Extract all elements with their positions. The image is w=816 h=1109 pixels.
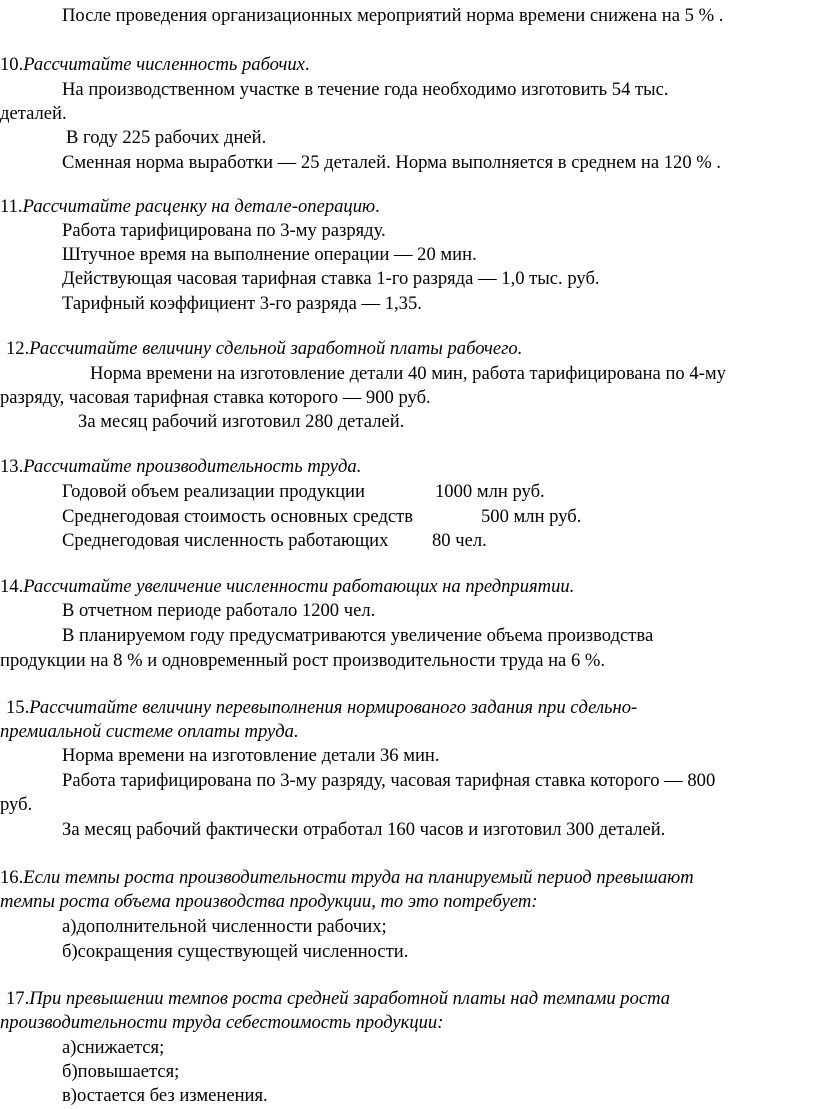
task-17-heading (6, 988, 670, 1010)
task-16-heading (0, 867, 694, 889)
task-12-line: За месяц рабочий изготовил 280 деталей. (78, 411, 405, 432)
task-16-option: б)сокращения существующей численности. (62, 941, 409, 962)
task-13-line: Годовой объем реализации продукции (62, 481, 365, 502)
task-13-value: 500 млн руб. (481, 506, 582, 527)
task-17-option: в)остается без изменения. (62, 1085, 268, 1106)
task-number: 15. (6, 697, 30, 718)
task-14-line: продукции на 8 % и одновременный рост производительности труда на 6 %. (0, 650, 606, 671)
task-13-value: 80 чел. (432, 530, 487, 551)
task-11-line: Действующая часовая тарифная ставка 1-го разряда — 1,0 тыс. руб. (62, 268, 600, 289)
task-13-line: Среднегодовая численность работающих (62, 530, 389, 551)
task-10-heading (0, 54, 310, 76)
task-title: При превышении темпов роста средней заработной платы над темпами роста (29, 988, 671, 1009)
task-15-line: руб. (0, 794, 33, 815)
task-title: Рассчитайте величину перевыполнения нормированого задания при сдельно- (29, 697, 638, 718)
task-title: Рассчитайте величину сдельной заработной платы рабочего. (29, 338, 523, 359)
task-10-line: деталей. (0, 103, 67, 124)
task-title: Рассчитайте увеличение численности работающих на предприятии. (23, 576, 575, 597)
task-16-title-line2: темпы роста объема производства продукции, то это потребует: (0, 891, 538, 912)
task-title: Рассчитайте численность рабочих (23, 54, 305, 75)
task-number: 11. (0, 196, 23, 217)
task-number: 16. (0, 867, 24, 888)
task-title: Если темпы роста производительности труда на планируемый период превышают (23, 867, 694, 888)
task-10-line: Сменная норма выработки — 25 деталей. Норма выполняется в среднем на 120 % . (62, 152, 722, 173)
task-11-line: Штучное время на выполнение операции — 20 мин. (62, 244, 477, 265)
task-15-line: Работа тарифицирована по 3-му разряду, часовая тарифная ставка которого — 800 (62, 770, 716, 791)
intro-line: После проведения организационных мероприятий норма времени снижена на 5 % . (62, 5, 724, 26)
task-13-line: Среднегодовая стоимость основных средств (62, 506, 414, 527)
task-16-option: а)дополнительной численности рабочих; (62, 916, 387, 937)
task-10-line: В году 225 рабочих дней. (66, 127, 267, 148)
task-title: Рассчитайте расценку на детале-операцию (22, 196, 376, 217)
task-number: 14. (0, 576, 24, 597)
task-number: 10. (0, 54, 24, 75)
task-11-heading (0, 196, 380, 218)
task-title-end: . (304, 54, 310, 75)
task-14-line: В планируемом году предусматриваются увеличение объема производства (62, 625, 654, 646)
task-number: 13. (0, 456, 24, 477)
task-14-line: В отчетном периоде работало 1200 чел. (62, 600, 376, 621)
task-number: 12. (6, 338, 30, 359)
task-12-line: Норма времени на изготовление детали 40 мин, работа тарифицирована по 4-му (90, 363, 726, 384)
task-15-line: Норма времени на изготовление детали 36 мин. (62, 745, 440, 766)
task-15-title-line2: премиальной системе оплаты труда. (0, 721, 299, 742)
task-12-heading (6, 338, 522, 360)
task-13-value: 1000 млн руб. (435, 481, 545, 502)
task-14-heading (0, 576, 574, 598)
task-title: Рассчитайте производительность труда. (23, 456, 362, 477)
task-13-heading (0, 456, 361, 478)
task-number: 17. (6, 988, 30, 1009)
task-11-line: Работа тарифицирована по 3-му разряду. (62, 220, 386, 241)
task-title-end: . (375, 196, 380, 217)
task-10-line: На производственном участке в течение года необходимо изготовить 54 тыс. (62, 79, 669, 100)
task-17-title-line2: производительности труда себестоимость продукции: (0, 1012, 444, 1033)
task-12-line: разряду, часовая тарифная ставка которого — 900 руб. (0, 387, 431, 408)
task-11-line: Тарифный коэффициент 3-го разряда — 1,35. (62, 293, 422, 314)
task-17-option: а)снижается; (62, 1037, 165, 1058)
task-15-heading (6, 697, 637, 719)
task-17-option: б)повышается; (62, 1061, 180, 1082)
task-15-line: За месяц рабочий фактически отработал 160 часов и изготовил 300 деталей. (62, 819, 666, 840)
